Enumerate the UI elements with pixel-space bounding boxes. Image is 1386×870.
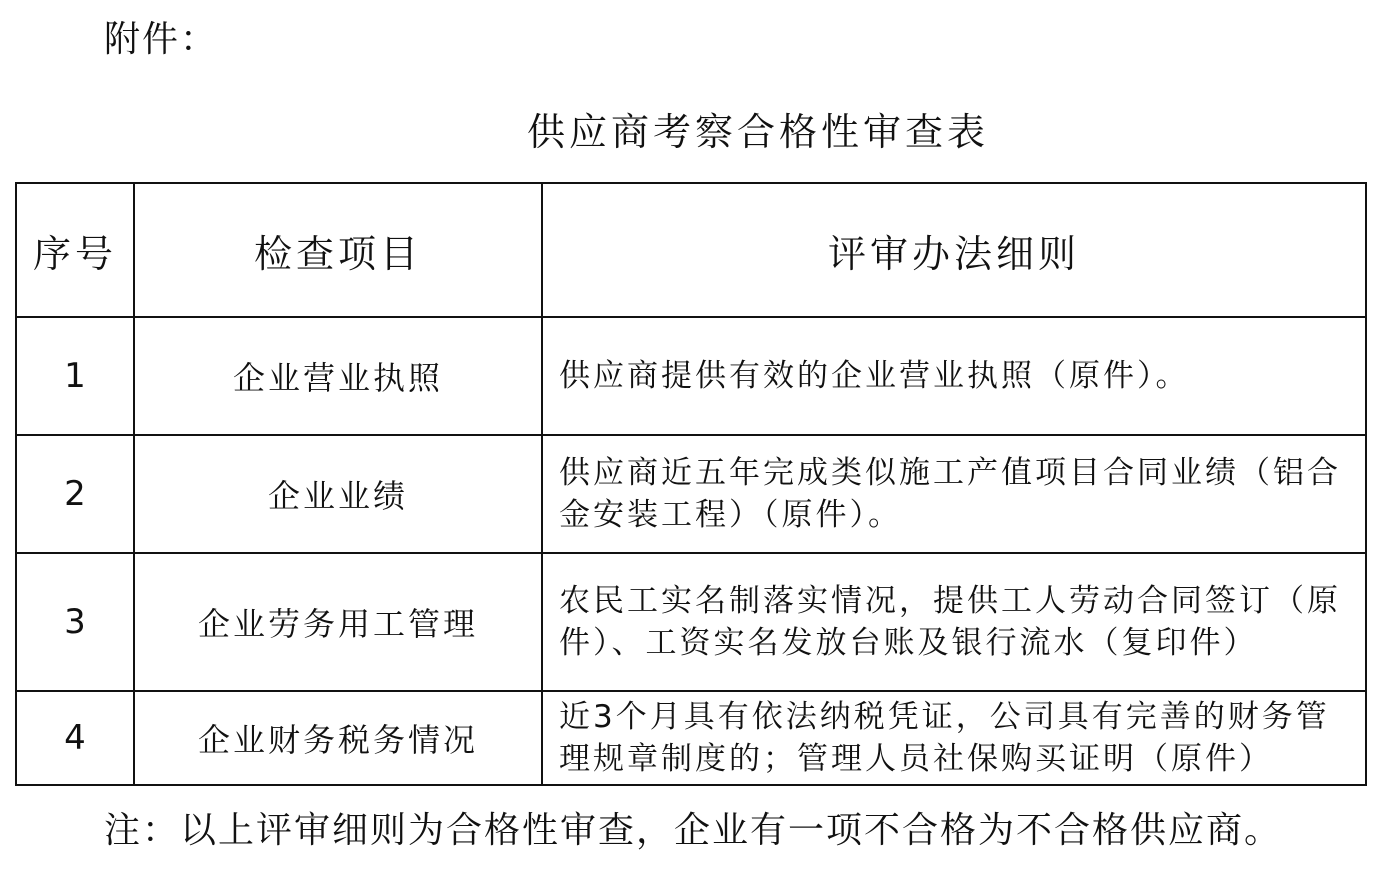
row-number: 1	[16, 317, 134, 435]
table-row	[16, 553, 1366, 691]
review-rule: 农民工实名制落实情况，提供工人劳动合同签订（原件）、工资实名发放台账及银行流水（复印件）	[542, 553, 1366, 691]
header-rule: 评审办法细则	[542, 183, 1366, 317]
row-number: 2	[16, 435, 134, 553]
row-number: 4	[16, 691, 134, 785]
review-rule: 近3个月具有依法纳税凭证，公司具有完善的财务管理规章制度的；管理人员社保购买证明（原件）	[542, 691, 1366, 785]
attachment-label: 附件：	[104, 19, 219, 60]
header-item: 检查项目	[134, 183, 542, 317]
check-item: 企业劳务用工管理	[134, 553, 542, 691]
check-item: 企业业绩	[134, 435, 542, 553]
check-item: 企业营业执照	[134, 317, 542, 435]
review-rule: 供应商提供有效的企业营业执照（原件）。	[542, 317, 1366, 435]
header-no: 序号	[16, 183, 134, 317]
table-row	[16, 317, 1366, 435]
table-row	[16, 691, 1366, 785]
table-row	[16, 435, 1366, 553]
row-number: 3	[16, 553, 134, 691]
review-table	[15, 182, 1367, 786]
footer-note: 注：以上评审细则为合格性审查，企业有一项不合格为不合格供应商。	[104, 810, 1283, 851]
review-rule: 供应商近五年完成类似施工产值项目合同业绩（铝合金安装工程）（原件）。	[542, 435, 1366, 553]
page-title: 供应商考察合格性审查表	[526, 110, 989, 154]
check-item: 企业财务税务情况	[134, 691, 542, 785]
table-header-row	[16, 183, 1366, 317]
